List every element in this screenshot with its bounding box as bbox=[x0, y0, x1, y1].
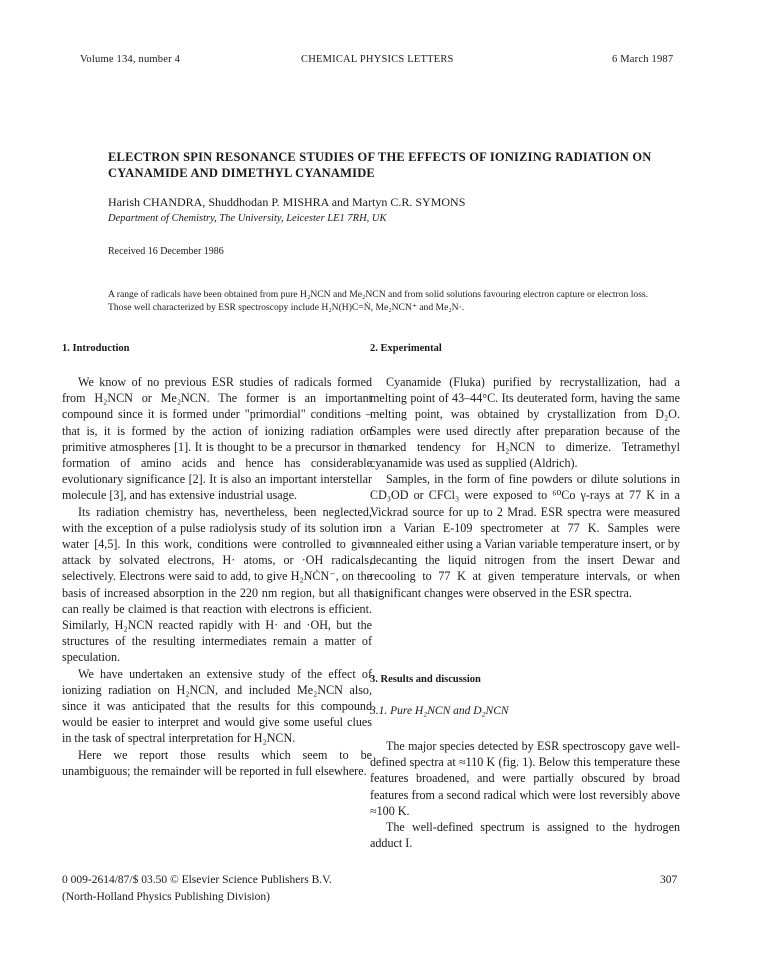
paragraph: The well-defined spectrum is assigned to the hydrogen adduct I. bbox=[370, 820, 680, 851]
received-date: Received 16 December 1986 bbox=[108, 246, 224, 257]
paragraph: Cyanamide (Fluka) purified by recrystallization, had a melting point of 43–44°C. Its deuterated form, having the same melting point, was obtained by crystallization from D₂O. Samples were used directly after preparation because of the marked tendency for H₂NCN to dimerize. Tetramethyl cyanamide was used as supplied (Aldrich). bbox=[370, 375, 680, 471]
introduction-body bbox=[62, 374, 372, 779]
subsection-heading-pure-h2ncn: 3.1. Pure H₂NCN and D₂NCN bbox=[370, 705, 509, 717]
paragraph: Samples, in the form of fine powders or dilute solutions in CD₃OD or CFCl₃ were exposed to ⁶⁰Co γ-rays at 77 K in a Vickrad source for up to 2 Mrad. ESR spectra were measured on a Varian E-109 spectrometer at 77 K. Samples were annealed either using a Varian variable temperature insert, or by decanting the liquid nitrogen from the insert Dewar and recooling to 77 K at given temperature intervals, or when significant changes were observed in the ESR spectra. bbox=[370, 472, 680, 600]
page-number: 307 bbox=[660, 874, 678, 886]
paragraph: We know of no previous ESR studies of radicals formed from H₂NCN or Me₂NCN. The former is an important compound since it is formed under "primordial" conditions – that is, it is formed by the action of ionizing radiation on primitive atmospheres [1]. It is thought to be a precursor in the formation of amino acids and hence has considerable evolutionary significance [2]. It is also an important interstellar molecule [3], and has extensive industrial usage. bbox=[62, 375, 372, 503]
affiliation: Department of Chemistry, The University, Leicester LE1 7RH, UK bbox=[108, 213, 387, 224]
experimental-body bbox=[370, 374, 680, 601]
header-volume: Volume 134, number 4 bbox=[80, 54, 181, 65]
footer-publisher: (North-Holland Physics Publishing Division) bbox=[62, 891, 270, 903]
article-title: ELECTRON SPIN RESONANCE STUDIES OF THE EFFECTS OF IONIZING RADIATION ON CYANAMIDE AND DIMETHYL CYANAMIDE bbox=[108, 150, 652, 180]
paragraph: Its radiation chemistry has, nevertheless, been neglected, with the exception of a pulse radiolysis study of its solution in water [4,5]. In this work, conditions were controlled to give attack by solvated electrons, H· atoms, or ·OH radicals, selectively. Electrons were said to add, to give H₂NĊN⁻, on the basis of increased absorption in the 220 nm region, but all that can really be claimed is that reaction with electrons is efficient. Similarly, H₂NCN reacted rapidly with H· and ·OH, but the structures of the resulting intermediates remain a matter of speculation. bbox=[62, 504, 372, 665]
header-date: 6 March 1987 bbox=[612, 54, 674, 65]
section-heading-results: 3. Results and discussion bbox=[370, 674, 481, 685]
footer-copyright: 0 009-2614/87/$ 03.50 © Elsevier Science Publishers B.V. bbox=[62, 874, 332, 886]
paragraph: We have undertaken an extensive study of the effect of ionizing radiation on H₂NCN, and included Me₂NCN also, since it was anticipated that the results for this compound would be easier to interpret and would give some useful clues in the task of spectral interpretation for H₂NCN. bbox=[62, 666, 372, 746]
section-heading-experimental: 2. Experimental bbox=[370, 343, 442, 354]
section-heading-introduction: 1. Introduction bbox=[62, 343, 130, 354]
paragraph: The major species detected by ESR spectroscopy gave well-defined spectra at ≈110 K (fig. 1). Below this temperature these features broadened, and were partially obscured by broad features from a second radical which were lost reversibly above ≈100 K. bbox=[370, 739, 680, 818]
authors: Harish CHANDRA, Shuddhodan P. MISHRA and Martyn C.R. SYMONS bbox=[108, 195, 466, 209]
results-body bbox=[370, 738, 680, 851]
abstract: A range of radicals have been obtained from pure H₂NCN and Me₂NCN and from solid solutions favouring electron capture or electron loss. Those well characterized by ESR spectroscopy include H₂N(H)C=Ṅ, Me₂NCN⁺ and Me₂N·. bbox=[108, 289, 649, 313]
header-journal: CHEMICAL PHYSICS LETTERS bbox=[301, 54, 454, 65]
paragraph: Here we report those results which seem to be unambiguous; the remainder will be reported in full elsewhere. bbox=[62, 747, 372, 778]
